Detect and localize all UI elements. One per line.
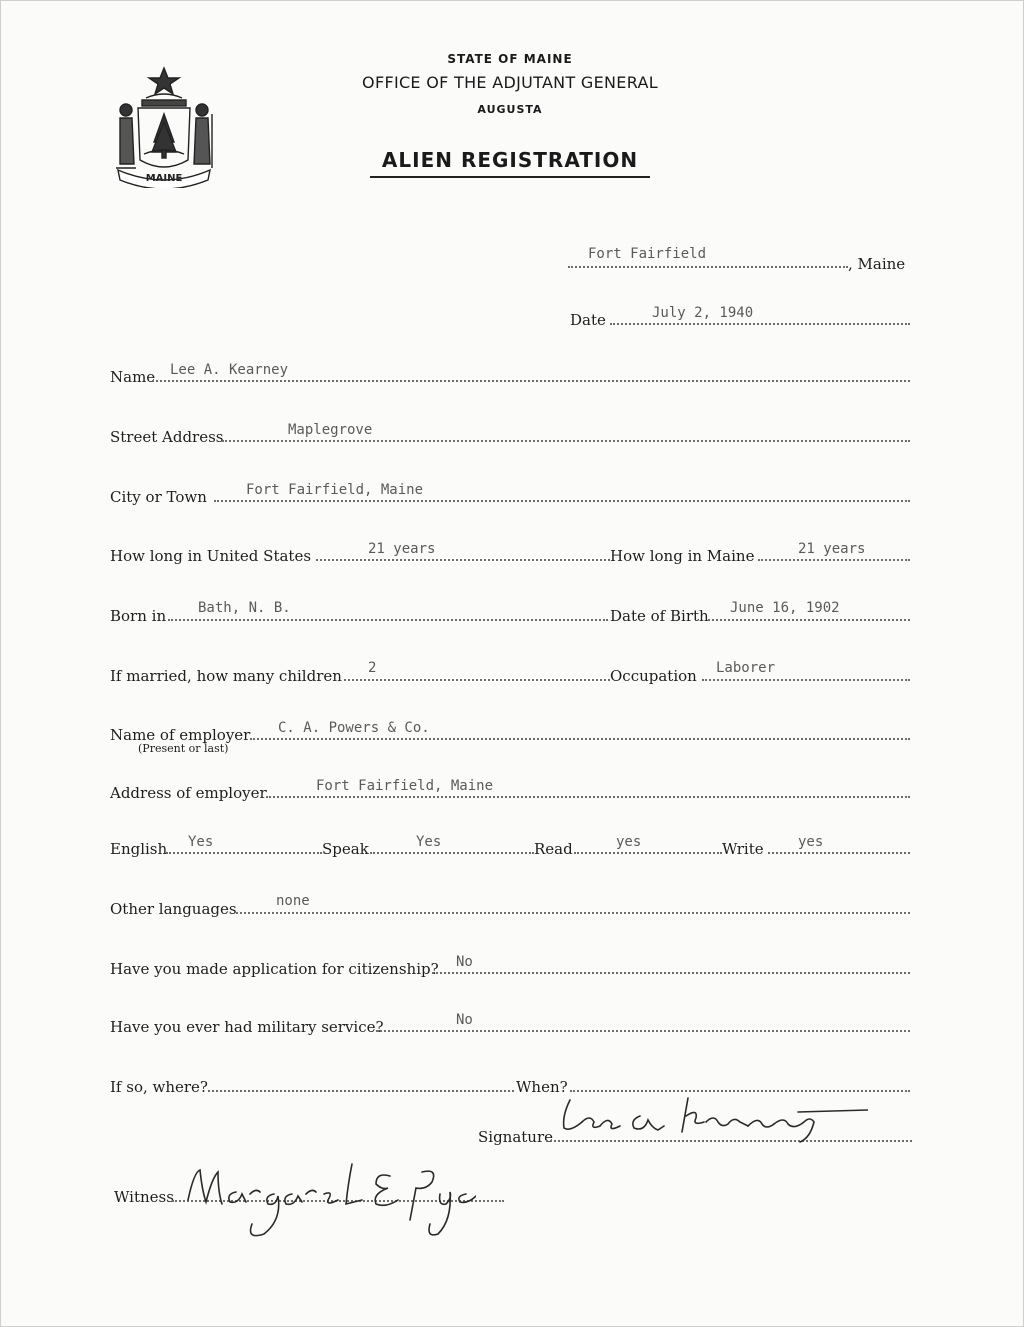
employer-address-line <box>266 796 910 798</box>
witness-handwriting[interactable] <box>176 1150 476 1246</box>
children-line <box>344 679 610 681</box>
occupation-line <box>702 679 910 681</box>
occupation-value[interactable]: Laborer <box>716 660 776 676</box>
employer-label: Name of employer <box>110 726 251 744</box>
english-line <box>166 852 322 854</box>
children-value[interactable]: 2 <box>368 660 377 676</box>
born-in-label: Born in <box>110 607 167 625</box>
employer-address-value[interactable]: Fort Fairfield, Maine <box>316 778 494 794</box>
signature-handwriting[interactable] <box>548 1086 868 1146</box>
speak-line <box>370 852 534 854</box>
header-office: OFFICE OF THE ADJUTANT GENERAL <box>362 73 658 92</box>
form-title: ALIEN REGISTRATION <box>381 148 639 172</box>
signature-label: Signature <box>478 1128 554 1146</box>
maine-duration-value[interactable]: 21 years <box>798 541 866 557</box>
write-label: Write <box>722 840 764 858</box>
other-languages-label: Other languages <box>110 900 237 918</box>
street-label: Street Address <box>110 428 224 446</box>
born-in-line <box>168 619 608 621</box>
write-line <box>768 852 910 854</box>
header-city: AUGUSTA <box>477 103 543 116</box>
employer-line <box>250 738 910 740</box>
header-state: STATE OF MAINE <box>447 52 573 66</box>
born-in-value[interactable]: Bath, N. B. <box>198 600 291 616</box>
name-value[interactable]: Lee A. Kearney <box>170 362 289 378</box>
title-underline <box>370 176 650 178</box>
city-line <box>214 500 910 502</box>
write-value[interactable]: yes <box>798 834 824 850</box>
dob-label: Date of Birth <box>610 607 709 625</box>
name-label: Name <box>110 368 156 386</box>
employer-sublabel: (Present or last) <box>138 742 229 755</box>
witness-label: Witness <box>114 1188 174 1206</box>
state-seal-icon <box>108 64 220 188</box>
where-line <box>208 1090 514 1092</box>
street-line <box>222 440 910 442</box>
citizenship-label: Have you made application for citizenship? <box>110 960 439 978</box>
citizenship-value[interactable]: No <box>456 954 473 970</box>
where-label: If so, where? <box>110 1078 208 1096</box>
city-label: City or Town <box>110 488 207 506</box>
read-value[interactable]: yes <box>616 834 642 850</box>
place-line <box>568 266 848 268</box>
street-value[interactable]: Maplegrove <box>288 422 373 438</box>
speak-value[interactable]: Yes <box>416 834 442 850</box>
read-label: Read <box>534 840 573 858</box>
military-line <box>376 1030 910 1032</box>
maine-duration-label: How long in Maine <box>610 547 755 565</box>
children-label: If married, how many children <box>110 667 342 685</box>
us-duration-line <box>316 559 610 561</box>
us-duration-value[interactable]: 21 years <box>368 541 436 557</box>
dob-value[interactable]: June 16, 1902 <box>730 600 840 616</box>
speak-label: Speak <box>322 840 369 858</box>
other-languages-value[interactable]: none <box>276 893 310 909</box>
citizenship-line <box>432 972 910 974</box>
date-value[interactable]: July 2, 1940 <box>652 305 754 321</box>
name-line <box>152 380 910 382</box>
other-languages-line <box>236 912 910 914</box>
english-value[interactable]: Yes <box>188 834 214 850</box>
english-label: English <box>110 840 168 858</box>
employer-value[interactable]: C. A. Powers & Co. <box>278 720 430 736</box>
read-line <box>574 852 722 854</box>
place-value[interactable]: Fort Fairfield <box>588 246 707 262</box>
military-label: Have you ever had military service? <box>110 1018 384 1036</box>
maine-duration-line <box>758 559 910 561</box>
employer-address-label: Address of employer <box>110 784 267 802</box>
date-line <box>610 323 910 325</box>
place-suffix: , Maine <box>848 255 906 273</box>
occupation-label: Occupation <box>610 667 697 685</box>
military-value[interactable]: No <box>456 1012 473 1028</box>
date-label: Date <box>570 311 606 329</box>
city-value[interactable]: Fort Fairfield, Maine <box>246 482 424 498</box>
when-label: When? <box>516 1078 568 1096</box>
us-duration-label: How long in United States <box>110 547 312 565</box>
seal-banner-text: MAINE <box>145 173 183 184</box>
dob-line <box>708 619 910 621</box>
